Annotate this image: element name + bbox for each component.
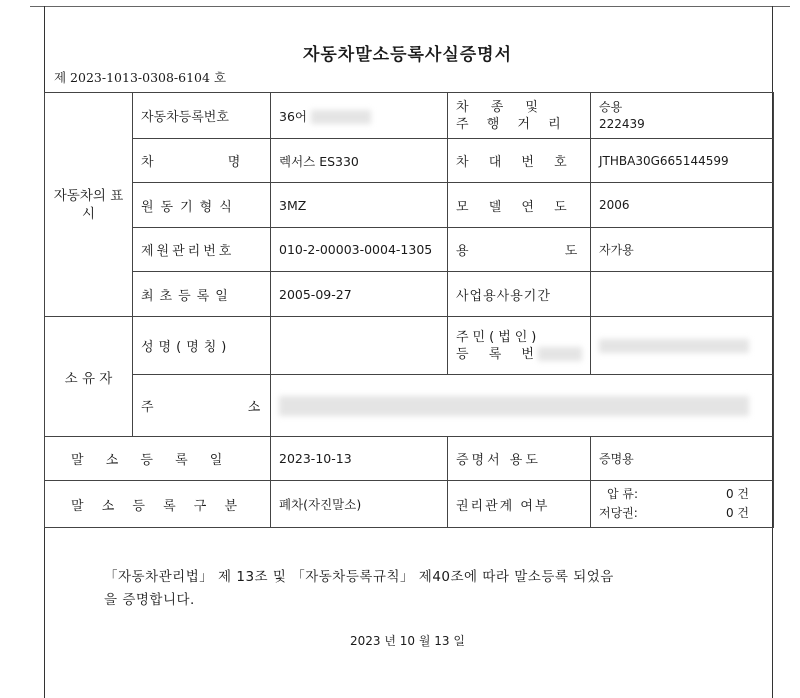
owner-name-label: 성명(명칭): [133, 317, 271, 375]
resident-number-label-line1: 주민(법인): [456, 329, 541, 345]
chassis-label: 차 대 번 호: [448, 139, 591, 183]
owner-address-label: 주 소: [133, 375, 271, 437]
type-mileage-label-line2: 주 행 거 리: [456, 116, 561, 132]
registration-number-label: 자동차등록번호: [133, 93, 271, 139]
row-first-registration: [45, 272, 774, 317]
redacted-area: [311, 110, 371, 124]
usage-label: 용 도: [448, 228, 591, 272]
row-owner-name: [45, 317, 774, 375]
deregistration-date-value: 2023-10-13: [271, 437, 448, 481]
certification-statement: [104, 566, 744, 612]
rights-value: [591, 481, 774, 528]
mortgage-value: 0 건: [725, 506, 749, 520]
spec-number-label: 제원관리번호: [133, 228, 271, 272]
row-vehicle-name: [45, 139, 774, 183]
vehicle-section-label: 자동차의 표시: [45, 93, 133, 317]
registration-number-value: [271, 93, 448, 139]
issue-date: 2023 년 10 월 13 일: [350, 634, 465, 648]
resident-number-label: [448, 317, 591, 375]
owner-name-value: [271, 317, 448, 375]
owner-section-label: 소 유 자: [45, 317, 133, 437]
row-engine: [45, 183, 774, 228]
row-spec-number: [45, 228, 774, 272]
business-period-value: [591, 272, 774, 317]
seizure-value: 0 건: [725, 487, 749, 501]
resident-number-value: [591, 317, 774, 375]
model-year-label: 모 델 연 도: [448, 183, 591, 228]
mileage-value: 222439: [599, 116, 645, 131]
owner-address-value: [271, 375, 774, 437]
first-registration-label: 최초등록일: [133, 272, 271, 317]
rights-label: 권리관계 여부: [448, 481, 591, 528]
business-period-label: 사업용사용기간: [448, 272, 591, 317]
redacted-area: [538, 347, 582, 361]
redacted-area: [599, 339, 749, 353]
spec-number-value: 010-2-00003-0004-1305: [271, 228, 448, 272]
type-mileage-label: [448, 93, 591, 139]
type-mileage-value: [591, 93, 774, 139]
row-deregistration-date: [45, 437, 774, 481]
row-deregistration-category: [45, 481, 774, 528]
deregistration-date-label: 말 소 등 록 일: [45, 437, 271, 481]
mortgage-label: 저당권:: [599, 506, 638, 520]
mortgage-row: [591, 504, 773, 523]
row-owner-address: [45, 375, 774, 437]
statement-line-1: 「자동차관리법」 제 13조 및 「자동차등록규칙」 제40조에 따라 말소등록 되었음: [104, 569, 614, 585]
certificate-table: [44, 92, 774, 528]
usage-value: 자가용: [591, 228, 774, 272]
model-year-value: 2006: [591, 183, 774, 228]
redacted-area: [279, 396, 749, 416]
engine-label: 원동기형식: [133, 183, 271, 228]
vehicle-name-label: 차 명: [133, 139, 271, 183]
row-registration-number: [45, 93, 774, 139]
first-registration-value: 2005-09-27: [271, 272, 448, 317]
vehicle-name-value: 렉서스 ES330: [271, 139, 448, 183]
deregistration-category-value: 폐차(자진말소): [271, 481, 448, 528]
document-title: 자동차말소등록사실증명서: [302, 45, 513, 65]
seizure-row: [591, 485, 773, 504]
deregistration-category-label: 말 소 등 록 구 분: [45, 481, 271, 528]
resident-number-label-text: 등 록 번: [456, 346, 534, 362]
engine-value: 3MZ: [271, 183, 448, 228]
chassis-value: JTHBA30G665144599: [591, 139, 774, 183]
resident-number-label-line2: [456, 346, 582, 363]
purpose-label: 증명서 용도: [448, 437, 591, 481]
registration-number-text: 36어: [279, 108, 307, 124]
purpose-value: 증명용: [591, 437, 774, 481]
vehicle-type-value: 승용: [599, 99, 623, 114]
statement-line-2: 을 증명합니다.: [104, 592, 195, 608]
seizure-label: 압 류:: [607, 487, 639, 501]
certificate-number: 제 2023-1013-0308-6104 호: [54, 70, 227, 85]
type-mileage-label-line1: 차 종 및: [456, 99, 538, 115]
